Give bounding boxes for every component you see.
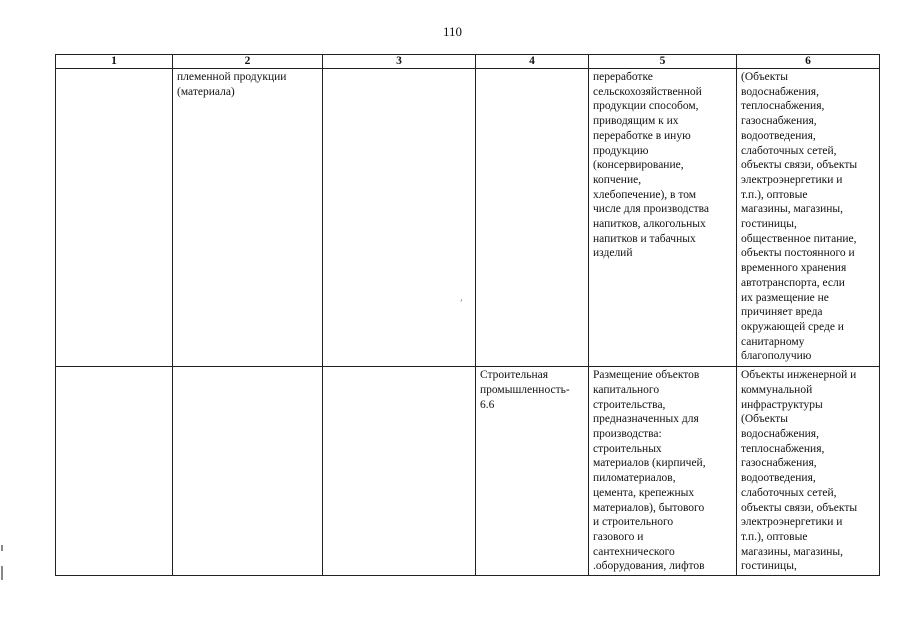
column-header-4: 4 bbox=[476, 55, 589, 69]
cell-r2-c6: Объекты инженерной и коммунальной инфраструктуры (Объекты водоснабжения, теплоснабжения, газоснабжения, водоотведения, слаботочных сетей, объекты связи, объекты электроэнергетики и т.п.), оптовые магазины, магазины, гостиницы, bbox=[737, 367, 880, 576]
cell-r2-c4: Строительная промышленность- 6.6 bbox=[476, 367, 589, 576]
land-use-table bbox=[55, 54, 880, 576]
cell-r2-c1 bbox=[56, 367, 173, 576]
table-row bbox=[56, 69, 880, 367]
column-header-3: 3 bbox=[323, 55, 476, 69]
cell-r2-c2 bbox=[173, 367, 323, 576]
cell-r2-c3 bbox=[323, 367, 476, 576]
scan-speck: ’ bbox=[460, 298, 463, 307]
cell-r1-c4 bbox=[476, 69, 589, 367]
cell-r2-c5: Размещение объектов капитального строительства, предназначенных для производства: строительных материалов (кирпичей, пиломатериалов, цемента, крепежных материалов), бытового и строительного газового и сантехнического .оборудования, лифтов bbox=[589, 367, 737, 576]
cell-r1-c2: племенной продукции (материала) bbox=[173, 69, 323, 367]
cell-r1-c3 bbox=[323, 69, 476, 367]
column-header-1: 1 bbox=[56, 55, 173, 69]
column-header-6: 6 bbox=[737, 55, 880, 69]
table-row bbox=[56, 367, 880, 576]
page-number: 110 bbox=[442, 24, 463, 39]
table-header-row bbox=[56, 55, 880, 69]
cell-r1-c5: переработке сельскохозяйственной продукции способом, приводящим к их переработке в иную продукцию (консервирование, копчение, хлебопечение), в том числе для производства напитков, алкогольных напитков и табачных изделий bbox=[589, 69, 737, 367]
scan-edge-mark bbox=[1, 545, 3, 551]
column-header-2: 2 bbox=[173, 55, 323, 69]
cell-r1-c1 bbox=[56, 69, 173, 367]
scan-edge-mark bbox=[1, 566, 3, 580]
cell-r1-c6: (Объекты водоснабжения, теплоснабжения, газоснабжения, водоотведения, слаботочных сетей, объекты связи, объекты электроэнергетики и т.п.), оптовые магазины, магазины, гостиницы, общественное питание, объекты постоянного и временного хранения автотранспорта, если их размещение не причиняет вреда окружающей среде и санитарному благополучию bbox=[737, 69, 880, 367]
column-header-5: 5 bbox=[589, 55, 737, 69]
